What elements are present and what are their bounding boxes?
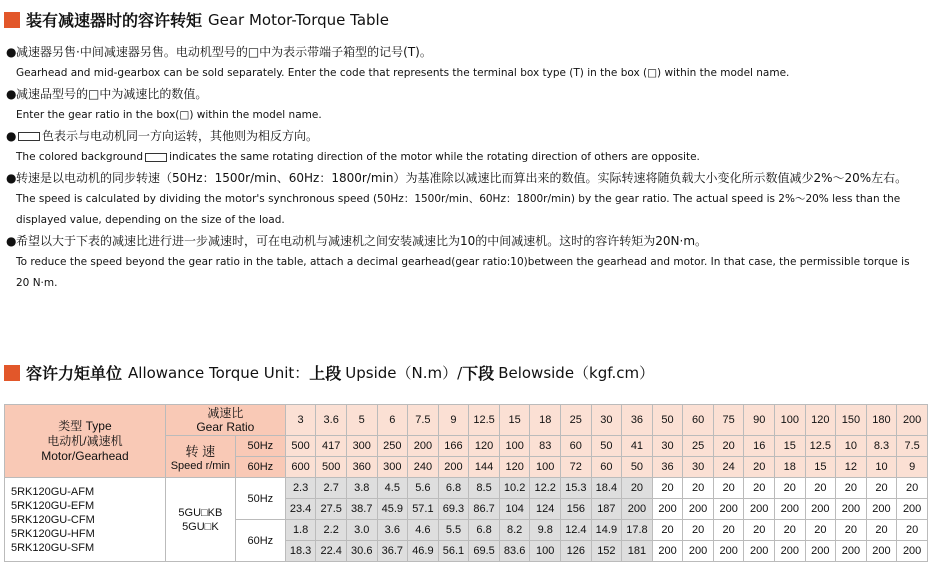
torque-cell: 181: [622, 541, 653, 562]
ratio-cell: 75: [713, 405, 744, 436]
torque-cell: 126: [561, 541, 592, 562]
note-4-en: The speed is calculated by dividing the motor's synchronous speed (50Hz：1500r/min、60Hz：1800r/min) by the gear ratio. The actual speed is 2%～20% less than the displayed value, depending on the size of the load.: [16, 193, 901, 226]
note-5-cn: 希望以大于下表的减速比进行进一步减速时，可在电动机与减速机之间安装减速比为10的中间减速机。这时的容许转矩为20N·m。: [16, 234, 708, 248]
bullet-icon: ●: [6, 171, 17, 185]
torque-cell: 20: [836, 478, 867, 499]
torque-cell: 3.8: [346, 478, 377, 499]
note-3-en-b: indicates the same rotating direction of the motor while the rotating direction of others are opposite.: [169, 151, 700, 163]
torque-cell: 12.4: [561, 520, 592, 541]
ratio-cell: 6: [377, 405, 408, 436]
section-title-en: Gear Motor-Torque Table: [208, 10, 389, 29]
torque-cell: 200: [866, 499, 897, 520]
belowside-cn: 下段: [462, 364, 495, 383]
torque-cell: 23.4: [285, 499, 316, 520]
torque-cell: 20: [713, 478, 744, 499]
model-name: 5RK120GU-AFM: [11, 485, 95, 498]
type-label: 类型 Type: [58, 418, 112, 433]
torque-cell: 15.3: [561, 478, 592, 499]
torque-cell: 8.5: [469, 478, 500, 499]
torque-cell: 156: [561, 499, 592, 520]
torque-cell: 8.2: [499, 520, 530, 541]
speed50-cell: 120: [469, 436, 500, 457]
torque-cell: 3.0: [346, 520, 377, 541]
note-2-cn: 减速品型号的□中为减速比的数值。: [16, 87, 208, 101]
torque-cell: 20: [622, 478, 653, 499]
model-name: 5RK120GU-EFM: [11, 499, 95, 512]
speed-label-en: Speed r/min: [170, 460, 231, 472]
speed60-cell: 36: [652, 457, 683, 478]
torque-cell: 38.7: [346, 499, 377, 520]
torque-cell: 200: [836, 499, 867, 520]
ratio-cell: 120: [805, 405, 836, 436]
torque-cell: 4.5: [377, 478, 408, 499]
ratio-cell: 15: [499, 405, 530, 436]
model-name: 5RK120GU-CFM: [11, 513, 95, 526]
speed50-cell: 16: [744, 436, 775, 457]
torque-cell: 200: [774, 499, 805, 520]
ratio-label-cn: 减速比: [207, 406, 244, 420]
section-title-cn: 装有减速器时的容许转矩: [26, 11, 203, 30]
belowside-en: Belowside（kgf.cm）: [498, 364, 655, 382]
speed50-cell: 166: [438, 436, 469, 457]
hz50-label: 50Hz: [235, 436, 285, 457]
torque-cell: 69.3: [438, 499, 469, 520]
upside-en: Upside（N.m）/: [345, 364, 463, 382]
speed60-cell: 500: [316, 457, 347, 478]
torque-cell: 2.3: [285, 478, 316, 499]
bullet-icon: ●: [6, 45, 17, 59]
torque-cell: 20: [805, 478, 836, 499]
ratio-cell: 12.5: [469, 405, 500, 436]
ratio-cell: 180: [866, 405, 897, 436]
motor-label-cn: 电动机/减速机: [47, 433, 123, 448]
section-marker-icon: [4, 12, 20, 28]
torque-cell: 86.7: [469, 499, 500, 520]
note-1: [6, 42, 922, 84]
ratio-cell: 25: [561, 405, 592, 436]
speed60-cell: 10: [866, 457, 897, 478]
torque-cell: 56.1: [438, 541, 469, 562]
torque-cell: 20: [897, 478, 928, 499]
torque-cell: 100: [530, 541, 561, 562]
speed50-cell: 25: [683, 436, 714, 457]
speed50-cell: 30: [652, 436, 683, 457]
torque-cell: 20: [744, 478, 775, 499]
torque-cell: 20: [774, 520, 805, 541]
color-swatch-icon: [145, 153, 167, 162]
torque-cell: 18.3: [285, 541, 316, 562]
gearhead-model: 5GU□KB: [178, 506, 223, 519]
ratio-header-cell: [165, 405, 285, 436]
torque-cell: 152: [591, 541, 622, 562]
torque-cell: 3.6: [377, 520, 408, 541]
hz50-row-label: 50Hz: [235, 478, 285, 520]
ratio-cell: 60: [683, 405, 714, 436]
torque-cell: 20: [897, 520, 928, 541]
ratio-cell: 200: [897, 405, 928, 436]
torque-cell: 69.5: [469, 541, 500, 562]
torque-cell: 17.8: [622, 520, 653, 541]
torque-cell: 9.8: [530, 520, 561, 541]
note-4-cn: 转速是以电动机的同步转速（50Hz：1500r/min、60Hz：1800r/min）为基准除以减速比而算出来的数值。实际转速将随负载大小变化所示数值减少2%～20%左右。: [16, 171, 908, 185]
torque-cell: 20: [774, 478, 805, 499]
speed60-cell: 60: [591, 457, 622, 478]
type-header-cell: [5, 405, 166, 478]
upside-cn: 上段: [309, 364, 342, 383]
torque-cell: 22.4: [316, 541, 347, 562]
torque-cell: 200: [713, 541, 744, 562]
torque-cell: 104: [499, 499, 530, 520]
torque-cell: 20: [713, 520, 744, 541]
torque-cell: 2.2: [316, 520, 347, 541]
speed60-cell: 360: [346, 457, 377, 478]
speed60-cell: 18: [774, 457, 805, 478]
speed60-cell: 9: [897, 457, 928, 478]
ratio-cell: 36: [622, 405, 653, 436]
torque-cell: 5.5: [438, 520, 469, 541]
speed60-cell: 20: [744, 457, 775, 478]
ratio-cell: 3: [285, 405, 316, 436]
ratio-cell: 9: [438, 405, 469, 436]
speed60-cell: 200: [438, 457, 469, 478]
torque-cell: 20: [683, 478, 714, 499]
speed60-cell: 30: [683, 457, 714, 478]
speed50-cell: 300: [346, 436, 377, 457]
section2-title-en: Allowance Torque Unit：: [128, 364, 310, 382]
section-title-gear-motor-torque: [4, 8, 389, 31]
speed50-cell: 15: [774, 436, 805, 457]
speed50-cell: 7.5: [897, 436, 928, 457]
torque-cell: 1.8: [285, 520, 316, 541]
torque-cell: 200: [652, 541, 683, 562]
ratio-cell: 90: [744, 405, 775, 436]
torque-table: [4, 404, 928, 562]
torque-cell: 200: [897, 541, 928, 562]
torque-cell: 45.9: [377, 499, 408, 520]
torque-row-torque50_nm: [5, 478, 928, 499]
torque-cell: 12.2: [530, 478, 561, 499]
torque-cell: 200: [713, 499, 744, 520]
speed60-cell: 50: [622, 457, 653, 478]
note-2-en: Enter the gear ratio in the box(□) within the model name.: [16, 109, 322, 121]
torque-cell: 200: [805, 499, 836, 520]
torque-cell: 27.5: [316, 499, 347, 520]
speed50-cell: 8.3: [866, 436, 897, 457]
torque-cell: 200: [774, 541, 805, 562]
bullet-icon: ●: [6, 129, 17, 143]
section2-title-cn: 容许力矩单位: [26, 364, 123, 383]
note-1-en: Gearhead and mid-gearbox can be sold separately. Enter the code that represents the terminal box type (T) in the box (□) within the model name.: [16, 67, 790, 79]
torque-cell: 57.1: [408, 499, 439, 520]
torque-cell: 200: [744, 499, 775, 520]
speed50-cell: 10: [836, 436, 867, 457]
hz60-row-label: 60Hz: [235, 520, 285, 562]
bullet-icon: ●: [6, 234, 17, 248]
speed50-cell: 41: [622, 436, 653, 457]
torque-cell: 5.6: [408, 478, 439, 499]
ratio-cell: 100: [774, 405, 805, 436]
ratio-cell: 150: [836, 405, 867, 436]
torque-cell: 10.2: [499, 478, 530, 499]
section-title-allowance-torque: [4, 361, 654, 384]
torque-cell: 46.9: [408, 541, 439, 562]
torque-cell: 18.4: [591, 478, 622, 499]
torque-cell: 14.9: [591, 520, 622, 541]
note-3-en-a: The colored background: [16, 151, 144, 163]
speed50-cell: 200: [408, 436, 439, 457]
speed60-cell: 600: [285, 457, 316, 478]
torque-cell: 20: [652, 478, 683, 499]
speed-header-cell: [165, 436, 235, 478]
speed60-cell: 120: [499, 457, 530, 478]
speed50-cell: 50: [591, 436, 622, 457]
speed60-cell: 300: [377, 457, 408, 478]
speed60-cell: 100: [530, 457, 561, 478]
speed60-cell: 144: [469, 457, 500, 478]
speed60-cell: 240: [408, 457, 439, 478]
speed50-cell: 250: [377, 436, 408, 457]
torque-cell: 20: [744, 520, 775, 541]
section-marker-icon: [4, 365, 20, 381]
note-5-en: To reduce the speed beyond the gear ratio in the table, attach a decimal gearhead(gear ratio:10)between the gearhead and motor. In that case, the permissible torque is 20 N·m.: [16, 256, 910, 289]
torque-cell: 4.6: [408, 520, 439, 541]
speed-label-cn: 转 速: [185, 444, 216, 459]
torque-cell: 200: [836, 541, 867, 562]
torque-cell: 20: [836, 520, 867, 541]
torque-cell: 20: [866, 478, 897, 499]
bullet-icon: ●: [6, 87, 17, 101]
speed50-cell: 60: [561, 436, 592, 457]
note-3: [6, 126, 922, 168]
torque-cell: 20: [652, 520, 683, 541]
torque-cell: 20: [683, 520, 714, 541]
speed60-cell: 24: [713, 457, 744, 478]
speed50-cell: 100: [499, 436, 530, 457]
speed60-cell: 72: [561, 457, 592, 478]
model-list-cell: [5, 478, 166, 562]
torque-cell: 6.8: [469, 520, 500, 541]
notes-list: [6, 42, 922, 294]
torque-cell: 200: [622, 499, 653, 520]
model-name: 5RK120GU-SFM: [11, 541, 95, 554]
ratio-cell: 30: [591, 405, 622, 436]
note-3-cn: 色表示与电动机同一方向运转，其他则为相反方向。: [42, 129, 319, 143]
torque-cell: 20: [866, 520, 897, 541]
gearhead-model: 5GU□K: [182, 520, 219, 533]
note-3-en: [6, 147, 922, 168]
speed50-cell: 417: [316, 436, 347, 457]
note-5: [6, 231, 922, 294]
speed60-cell: 15: [805, 457, 836, 478]
torque-cell: 30.6: [346, 541, 377, 562]
torque-cell: 200: [683, 541, 714, 562]
torque-cell: 20: [805, 520, 836, 541]
ratio-cell: 50: [652, 405, 683, 436]
gearhead-model-cell: [165, 478, 235, 562]
note-4: [6, 168, 922, 231]
note-1-cn: 减速器另售·中间减速器另售。电动机型号的□中为表示带端子箱型的记号(T)。: [16, 45, 432, 59]
torque-cell: 200: [805, 541, 836, 562]
motor-label-en: Motor/Gearhead: [41, 448, 129, 463]
torque-cell: 200: [744, 541, 775, 562]
torque-cell: 187: [591, 499, 622, 520]
torque-cell: 200: [683, 499, 714, 520]
torque-cell: 200: [652, 499, 683, 520]
ratio-cell: 5: [346, 405, 377, 436]
model-name: 5RK120GU-HFM: [11, 527, 95, 540]
ratio-label-en: Gear Ratio: [196, 420, 255, 434]
torque-cell: 36.7: [377, 541, 408, 562]
speed50-cell: 500: [285, 436, 316, 457]
header-row-ratio: [5, 405, 928, 436]
ratio-cell: 7.5: [408, 405, 439, 436]
torque-cell: 200: [897, 499, 928, 520]
color-swatch-icon: [18, 132, 40, 141]
speed60-cell: 12: [836, 457, 867, 478]
note-2: [6, 84, 922, 126]
ratio-cell: 3.6: [316, 405, 347, 436]
ratio-cell: 18: [530, 405, 561, 436]
speed50-cell: 83: [530, 436, 561, 457]
torque-cell: 2.7: [316, 478, 347, 499]
speed50-cell: 12.5: [805, 436, 836, 457]
speed50-cell: 20: [713, 436, 744, 457]
hz60-label: 60Hz: [235, 457, 285, 478]
torque-cell: 6.8: [438, 478, 469, 499]
torque-cell: 124: [530, 499, 561, 520]
torque-cell: 200: [866, 541, 897, 562]
torque-cell: 83.6: [499, 541, 530, 562]
